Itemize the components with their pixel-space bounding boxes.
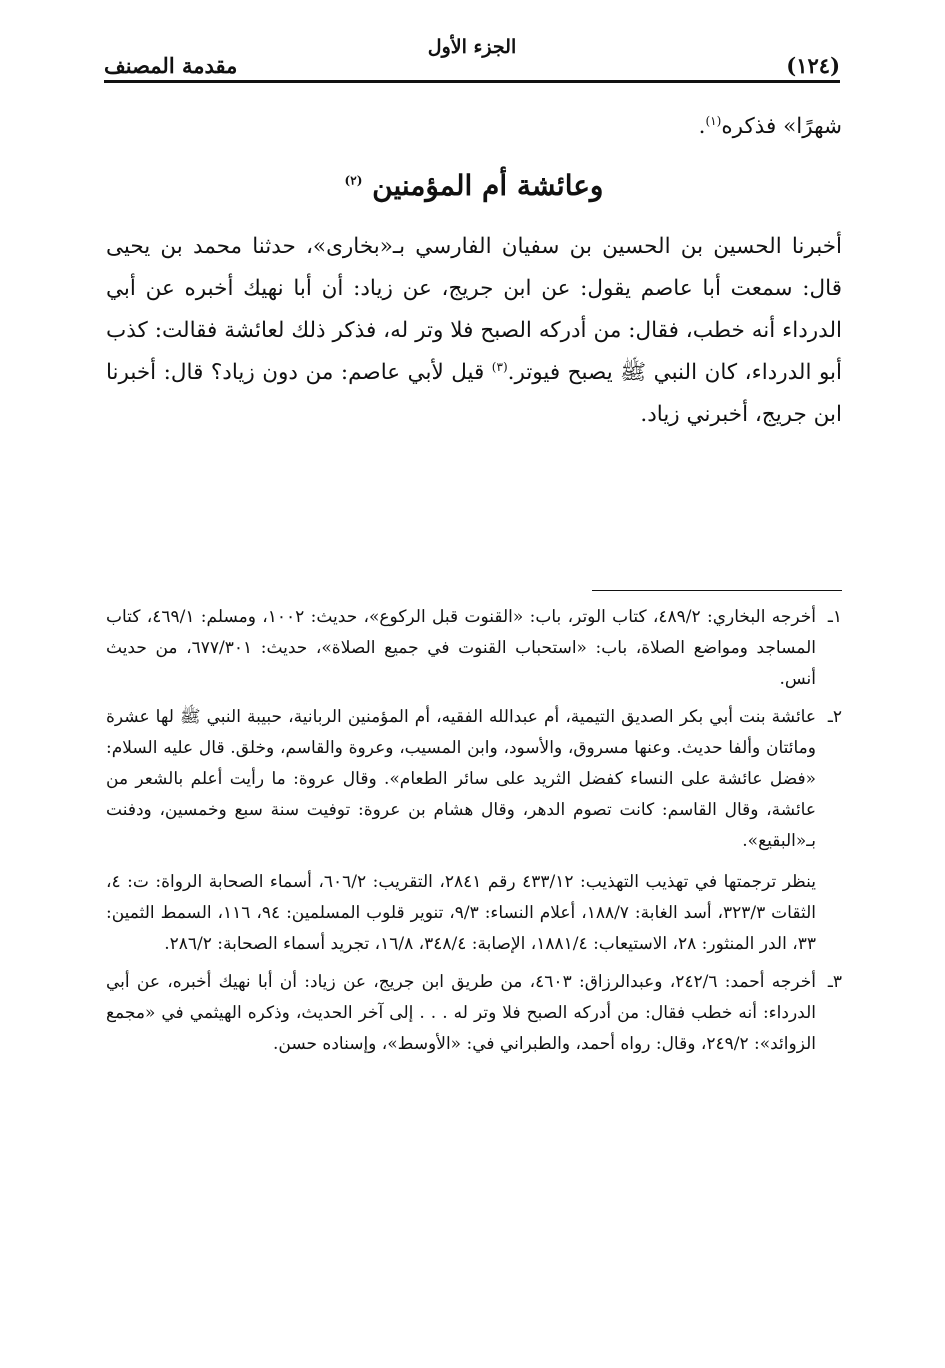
heading-text: وعائشة أم المؤمنين [372, 169, 604, 202]
footnote-number: ١ـ [827, 607, 842, 627]
footnote-text: أخرجه أحمد: ٢٤٢/٦، وعبدالرزاق: ٤٦٠٣، من طريق ابن جريج، عن زياد: أن أبا نهيك أخبره، عن أبي الدرداء: أنه خطب فقال: من أدركه الصبح فلا وتر له . . . إلى آخر الحديث، وذكره الهيثمي في «مجمع الزوائد»: ٢٤٩/٢، وقال: رواه أحمد، والطبراني في: «الأوسط»، وإسناده حسن. [106, 972, 816, 1054]
hadith-text-part1: أخبرنا الحسين بن الحسين بن سفيان الفارسي بـ«بخارى»، حدثنا محمد بن يحيى قال: سمعت أبا عاصم يقول: عن ابن جريج، عن زياد: أن أبا نهيك أخبره عن أبي الدرداء أنه خطب، فقال: من أدركه الصبح فلا وتر له، فذكر ذلك لعائشة فقالت: كذب أبو الدرداء، كان النبي ﷺ يصبح فيوتر. [106, 234, 843, 385]
footnote-3 [106, 967, 842, 1060]
volume-title: الجزء الأول [427, 36, 517, 58]
hadith-paragraph [106, 226, 842, 436]
footnotes [106, 602, 842, 1067]
footnote-number: ٢ـ [827, 707, 842, 727]
main-text [106, 106, 842, 436]
footnote-text: أخرجه البخاري: ٤٨٩/٢، كتاب الوتر، باب: «القنوت قبل الركوع»، حديث: ١٠٠٢، ومسلم: ٤٦٩/١، كتاب المساجد ومواضع الصلاة، باب: «استحباب القنوت في جميع الصلاة»، حديث: ٦٧٧/٣٠١، من حديث أنس. [106, 607, 816, 689]
header-rule [104, 80, 840, 83]
footnote-ref-3: (٣) [491, 359, 508, 374]
continuation-line: شهرًا» فذكره$^{(١)}$. [698, 113, 842, 139]
footnote-number: ٣ـ [827, 972, 842, 992]
footnote-ref-1: (١) [705, 113, 722, 128]
page-number: (١٢٤) [786, 53, 840, 78]
footnote-ref-2: (٢) [344, 173, 363, 188]
footnote-text: عائشة بنت أبي بكر الصديق التيمية، أم عبدالله الفقيه، أم المؤمنين الربانية، حبيبة النبي ﷺ لها عشرة ومائتان وألفا حديث. وعنها مسروق، والأسود، وابن المسيب، وعروة والقاسم، وخلق. قال عليه السلام: «فضل عائشة على النساء كفضل الثريد على سائر الطعام». وقال عروة: ما رأيت أعلم بالشعر من عائشة، وقال القاسم: كانت تصوم الدهر، وقال هشام بن عروة: توفيت سنة سبع وخمسين، ودفنت بـ«البقيع». [106, 707, 816, 851]
section-title: مقدمة المصنف [104, 53, 238, 78]
footnote-2 [106, 702, 842, 960]
hadith-text-part2: قيل لأبي عاصم: من دون زياد؟ قال: أخبرنا ابن جريج، أخبرني زياد. [106, 360, 842, 427]
footnote-references: ينظر ترجمتها في تهذيب التهذيب: ٤٣٣/١٢ رقم ٢٨٤١، التقريب: ٦٠٦/٢، أسماء الصحابة الرواة: ت: ٤، الثقات ٣٢٣/٣، أسد الغابة: ١٨٨/٧، أعلام النساء: ٩/٣، تنوير قلوب المسلمين: ٩٤، ١١٦، السمط الثمين: ٣٣، الدر المنثور: ٢٨، الاستيعاب: ١٨٨١/٤، الإصابة: ٣٤٨/٤، ١٦/٨، تجريد أسماء الصحابة: ٢٨٦/٢. [106, 872, 816, 954]
continuation-text: شهرًا» فذكره [721, 114, 842, 139]
running-header [104, 36, 840, 76]
section-heading [106, 158, 842, 214]
footnote-1 [106, 602, 842, 695]
footnote-separator [592, 590, 842, 591]
